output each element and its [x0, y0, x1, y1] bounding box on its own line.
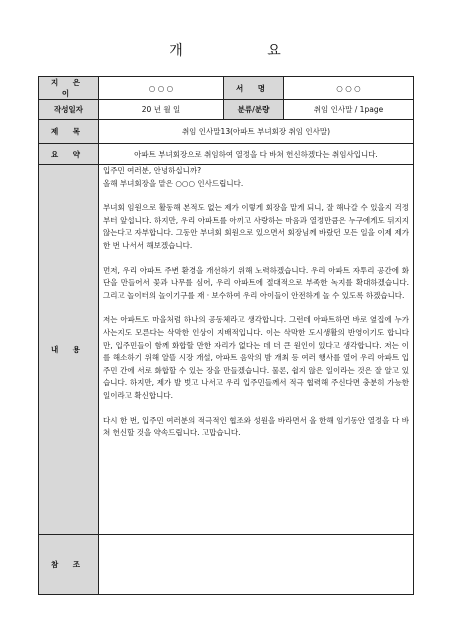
content-label: 내 용: [39, 165, 99, 535]
content-paragraph-3: 먼저, 우리 아파트 주변 환경을 개선하기 위해 노력하겠습니다. 우리 아파트 자투리 공간에 화단을 만들어서 꽃과 나무를 심어, 우리 아파트에 절대적으로 부족한 녹지를 확대하겠습니다. 그리고 놀이터의 놀이기구를 재 · 보수하여 우리 아이들이 안전하게 놀 수 있도록 하겠습니다.: [103, 265, 409, 300]
content-paragraph-2: 부녀회 임원으로 활동해 본적도 없는 제가 이렇게 회장을 맡게 되니, 잘 해나갈 수 있을지 걱정부터 앞섭니다. 하지만, 우리 아파트를 아끼고 사랑하는 마음과 열정만큼은 누구에게도 뒤지지 않는다고 자부합니다. 그동안 부녀회 회원으로 있으면서 회장님께 바랐던 모든 일을 이제 제가 한 번 나서서 해보겠습니다.: [103, 203, 409, 250]
content-paragraph-5: 다시 한 번, 입주민 여러분의 적극적인 협조와 성원을 바라면서 올 한해 임기동안 열정을 다 바쳐 헌신할 것을 약속드립니다. 고맙습니다.: [103, 415, 409, 438]
book-title-label: 서 명: [224, 77, 284, 100]
content-row: [39, 165, 414, 535]
author-value: ○ ○ ○: [99, 77, 224, 100]
content-body: [99, 165, 414, 535]
date-row: [39, 100, 414, 120]
reference-row: [39, 535, 414, 595]
content-paragraph-1: 입주민 여러분, 안녕하십니까? 올해 부녀회장을 맡은 ○○○ 인사드립니다.: [103, 166, 244, 188]
date-label: 작성일자: [39, 100, 99, 120]
reference-label: 참 조: [39, 535, 99, 595]
document-title: 개 요: [169, 43, 321, 59]
summary-form-table: [38, 76, 414, 595]
book-title-value: ○ ○ ○: [284, 77, 414, 100]
summary-value: 아파트 부녀회장으로 취임하여 열정을 다 바쳐 헌신하겠다는 취임사입니다.: [99, 144, 414, 165]
summary-label: 요 약: [39, 144, 99, 165]
subject-value: 취임 인사말13(아파트 부녀회장 취임 인사말): [99, 120, 414, 144]
subject-row: [39, 120, 414, 144]
author-row: [39, 77, 414, 100]
category-label: 분류/분량: [224, 100, 284, 120]
content-paragraph-4: 저는 아파트도 마을처럼 하나의 공동체라고 생각합니다. 그런데 아파트하면 바로 옆집에 누가 사는지도 모른다는 삭막한 인상이 지배적입니다. 이는 삭막한 도시생활의 반영이기도 합니다만, 입주민들이 함께 화합할 만한 자리가 없다는 데 더 큰 원인이 있다고 생각합니다. 저는 이를 해소하기 위해 알뜰 시장 개설, 아파트 음악의 밤 개최 등 여러 행사를 열어 우리 아파트 입주민 간에 서로 화합할 수 있는 장을 만들겠습니다. 물론, 쉽지 않은 일이라는 것은 잘 알고 있습니다. 하지만, 제가 발 벗고 나서고 우리 입주민들께서 적극 협력해 주신다면 충분히 가능한 일이라고 확신합니다.: [103, 315, 409, 400]
category-value: 취임 인사말 / 1page: [284, 100, 414, 120]
summary-row: [39, 144, 414, 165]
subject-label: 제 목: [39, 120, 99, 144]
author-label: 지 은 이: [39, 77, 99, 100]
date-value: 20 년 월 일: [99, 100, 224, 120]
reference-value: [99, 535, 414, 595]
